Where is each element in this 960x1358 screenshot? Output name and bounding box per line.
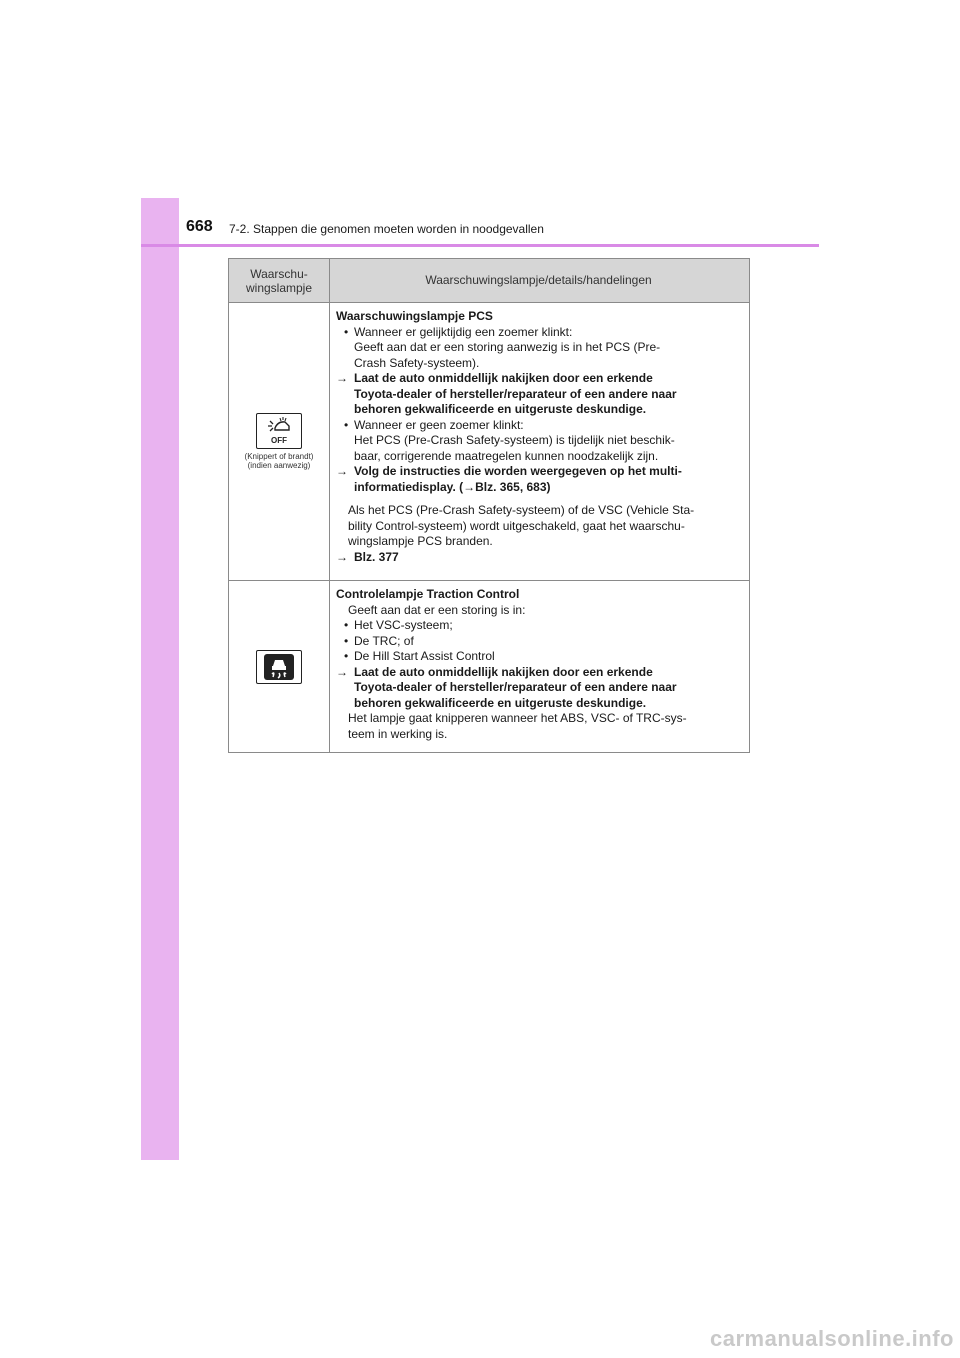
traction-control-footer: Het lampje gaat knipperen wanneer het ABS, VSC- of TRC-sys- teem in werking is. [348,711,687,741]
page-reference-link[interactable]: Blz. 365, 683) [475,479,551,494]
bullet-item: • Wanneer er geen zoemer klinkt: [344,417,524,432]
pcs-warning-icon [256,413,302,449]
page-number: 668 [186,218,213,235]
traction-control-title: Controlelampje Traction Control [336,587,520,601]
pcs-icon-off-label: OFF [271,436,287,445]
icon-cell [229,581,330,752]
list-item: • De TRC; of [344,633,414,648]
arrow-icon: → [463,479,476,494]
column-header-details: Waarschuwingslampje/details/handelingen [425,273,652,287]
traction-control-icon [256,650,302,684]
bullet-item: • Wanneer er gelijktijdig een zoemer klinkt: [344,324,573,339]
warning-light-table [228,258,750,753]
icon-cell [229,303,330,580]
list-item: • Het VSC-systeem; [344,618,453,632]
table-header-row [229,259,749,302]
table-row-traction-control [229,580,749,752]
action-line: → Laat de auto onmiddellijk nakijken door een erkende Toyota-dealer of hersteller/reparateur of een andere naar behoren gekwalificeerde en uitgeruste deskundige. [336,371,677,416]
icon-caption: (Knippert of brandt) (indien aanwezig) [244,452,314,470]
arrow-icon: → [336,371,348,385]
column-header-warning-light: Waarschu- wingslampje [229,259,330,302]
section-title: 7-2. Stappen die genomen moeten worden in noodgevallen [229,222,544,236]
page-reference-link[interactable]: Blz. 377 [354,549,399,564]
arrow-icon: → [336,664,348,679]
chapter-sidebar-tab [141,198,179,1160]
action-line: → Volg de instructies die worden weergegeven op het multi- informatiedisplay. (→Blz. 365, 683) [336,464,682,494]
watermark: carmanualsonline.info [710,1326,954,1351]
list-item: • De Hill Start Assist Control [344,649,495,663]
action-line [336,550,741,566]
pcs-description: Waarschuwingslampje PCS • Wanneer er gelijktijdig een zoemer klinkt: Geeft aan dat er een storing aanwezig is in het PCS (Pre- Crash Safety-systeem). → Laat de auto onmiddellijk nakijken door een erkende Toyota-dealer of hersteller/reparateur of een andere naar behoren gekwalificeerde en uitgeruste deskundige. • Wanneer er geen zoemer klinkt: Het PCS (Pre-Crash Safety-systeem) is tijdelijk niet beschik- baar, corrigerende maatregelen kunnen noodzakelijk zijn. → Volg de instructies die worden weergegeven op het multi- informatiedisplay. (→Blz. 365, 683) Als het PCS (Pre-Crash Safety-systeem) of de VSC (Vehicle Sta- bility Control-systeem) wordt uitgeschakeld, gaat het waarschu- wingslampje PCS branden. → Blz. 377 [330,303,749,580]
table-row-pcs [229,302,749,580]
pcs-title: Waarschuwingslampje PCS [336,309,493,323]
traction-control-description: Controlelampje Traction Control Geeft aan dat er een storing is in: • Het VSC-systeem; • De TRC; of • De Hill Start Assist Control → Laat de auto onmiddellijk nakijken door een erkende Toyota-dealer of hersteller/reparateur of een andere naar behoren gekwalificeerde en uitgeruste deskundige. Het lampje gaat knipperen wanneer het ABS, VSC- of TRC-sys- teem in werking is. [330,581,749,752]
action-line: → Laat de auto onmiddellijk nakijken door een erkende Toyota-dealer of hersteller/reparateur of een andere naar behoren gekwalificeerde en uitgeruste deskundige. [336,664,677,710]
header-divider [141,244,819,247]
arrow-icon: → [336,549,348,564]
pcs-note: Als het PCS (Pre-Crash Safety-systeem) of de VSC (Vehicle Sta- bility Control-systeem) wordt uitgeschakeld, gaat het waarschu- wingslampje PCS branden. [348,503,695,548]
arrow-icon: → [336,464,348,478]
